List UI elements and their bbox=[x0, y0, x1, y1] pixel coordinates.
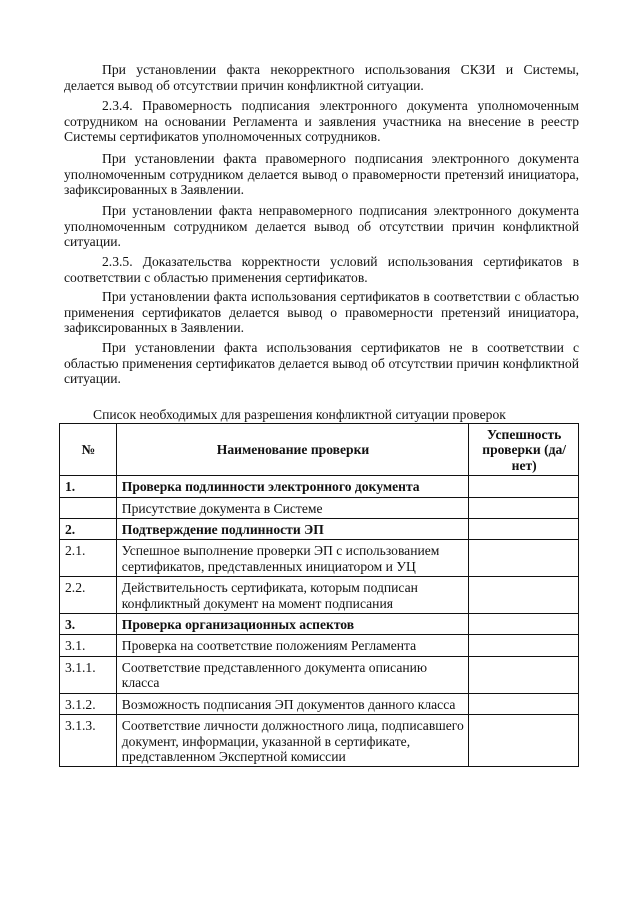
table-row bbox=[60, 656, 579, 693]
table-row bbox=[60, 614, 579, 635]
row-number: 3.1.2. bbox=[60, 693, 117, 714]
row-check-result bbox=[469, 715, 579, 767]
paragraph: При установлении факта использования сертификатов не в соответствии с областью применения сертификатов делается вывод об отсутствии причин конфликтной ситуации. bbox=[64, 340, 579, 387]
row-check-result bbox=[469, 476, 579, 497]
paragraph: При установлении факта некорректного использования СКЗИ и Системы, делается вывод об отсутствии причин конфликтной ситуации. bbox=[64, 62, 579, 93]
row-check-result bbox=[469, 693, 579, 714]
header-check-result: Успешность проверки (да/нет) bbox=[469, 424, 579, 476]
row-check-result bbox=[469, 519, 579, 540]
row-number: 3.1.1. bbox=[60, 656, 117, 693]
row-check-result bbox=[469, 614, 579, 635]
row-check-name: Проверка организационных аспектов bbox=[116, 614, 469, 635]
row-number: 2.2. bbox=[60, 577, 117, 614]
table-row bbox=[60, 497, 579, 518]
table-row bbox=[60, 519, 579, 540]
row-check-name: Подтверждение подлинности ЭП bbox=[116, 519, 469, 540]
table-row bbox=[60, 540, 579, 577]
row-check-name: Соответствие личности должностного лица, подписавшего документ, информации, указанной в сертификате, представленном Экспертной комиссии bbox=[116, 715, 469, 767]
paragraph-section-2-3-5: 2.3.5. Доказательства корректности условий использования сертификатов в соответствии с областью применения сертификатов. bbox=[64, 254, 579, 285]
row-check-name: Действительность сертификата, которым подписан конфликтный документ на момент подписания bbox=[116, 577, 469, 614]
row-number: 3.1.3. bbox=[60, 715, 117, 767]
table-row bbox=[60, 715, 579, 767]
row-check-result bbox=[469, 540, 579, 577]
row-check-result bbox=[469, 656, 579, 693]
paragraph-section-2-3-4: 2.3.4. Правомерность подписания электронного документа уполномоченным сотрудником на основании Регламента и заявления участника на внесение в реестр Системы сертификатов уполномоченных сотрудников. bbox=[64, 98, 579, 145]
row-number: 1. bbox=[60, 476, 117, 497]
paragraph: При установлении факта неправомерного подписания электронного документа уполномоченным сотрудником делается вывод об отсутствии причин конфликтной ситуации. bbox=[64, 203, 579, 250]
table-caption: Список необходимых для разрешения конфликтной ситуации проверок bbox=[93, 407, 506, 422]
row-check-name: Присутствие документа в Системе bbox=[116, 497, 469, 518]
table-row bbox=[60, 476, 579, 497]
row-check-name: Соответствие представленного документа описанию класса bbox=[116, 656, 469, 693]
header-check-name: Наименование проверки bbox=[116, 424, 469, 476]
row-check-name: Проверка на соответствие положениям Регламента bbox=[116, 635, 469, 656]
paragraph: При установлении факта использования сертификатов в соответствии с областью применения сертификатов делается вывод о правомерности претензий инициатора, зафиксированных в Заявлении. bbox=[64, 289, 579, 336]
row-check-result bbox=[469, 497, 579, 518]
row-check-name: Возможность подписания ЭП документов данного класса bbox=[116, 693, 469, 714]
row-check-name: Успешное выполнение проверки ЭП с использованием сертификатов, представленных инициатором и УЦ bbox=[116, 540, 469, 577]
row-check-name: Проверка подлинности электронного документа bbox=[116, 476, 469, 497]
table-row bbox=[60, 693, 579, 714]
row-number: 2. bbox=[60, 519, 117, 540]
row-check-result bbox=[469, 577, 579, 614]
table-row bbox=[60, 635, 579, 656]
row-number: 3. bbox=[60, 614, 117, 635]
paragraph: При установлении факта правомерного подписания электронного документа уполномоченным сотрудником делается вывод о правомерности претензий инициатора, зафиксированных в Заявлении. bbox=[64, 151, 579, 198]
row-number bbox=[60, 497, 117, 518]
checks-table bbox=[59, 423, 579, 767]
table-row bbox=[60, 577, 579, 614]
row-check-result bbox=[469, 635, 579, 656]
row-number: 3.1. bbox=[60, 635, 117, 656]
table-header-row bbox=[60, 424, 579, 476]
row-number: 2.1. bbox=[60, 540, 117, 577]
header-number: № bbox=[60, 424, 117, 476]
